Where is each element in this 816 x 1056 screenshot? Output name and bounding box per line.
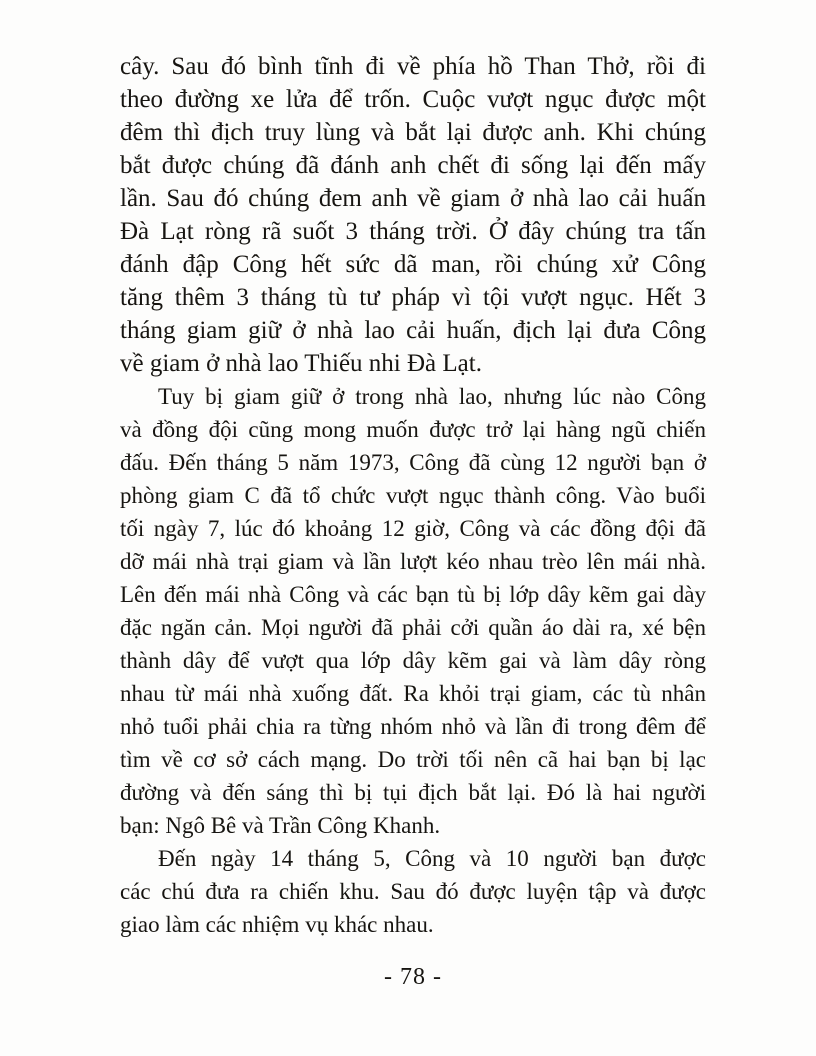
text-line: dỡ mái nhà trại giam và lần lượt kéo nhau trèo lên mái nhà. [120, 549, 706, 574]
text-line: giao làm các nhiệm vụ khác nhau. [120, 912, 434, 937]
text-line: các chú đưa ra chiến khu. Sau đó được luyện tập và được [120, 879, 706, 904]
text-line: Đến ngày 14 tháng 5, Công và 10 người bạn được [158, 846, 706, 871]
text-line: đặc ngăn cản. Mọi người đã phải cởi quần áo dài ra, xé bện [120, 615, 706, 640]
text-line: theo đường xe lửa để trốn. Cuộc vượt ngục được một [120, 86, 706, 113]
text-line: tối ngày 7, lúc đó khoảng 12 giờ, Công và các đồng đội đã [120, 516, 706, 541]
text-line: nhau từ mái nhà xuống đất. Ra khỏi trại giam, các tù nhân [120, 681, 706, 706]
text-line: bạn: Ngô Bê và Trần Công Khanh. [120, 813, 441, 838]
text-line: nhỏ tuổi phải chia ra từng nhóm nhỏ và lần đi trong đêm để [120, 714, 706, 739]
text-line: về giam ở nhà lao Thiếu nhi Đà Lạt. [120, 350, 482, 377]
text-line: đánh đập Công hết sức dã man, rồi chúng xử Công [120, 251, 706, 278]
text-line: và đồng đội cũng mong muốn được trở lại hàng ngũ chiến [120, 417, 706, 442]
text-line: đường và đến sáng thì bị tụi địch bắt lại. Đó là hai người [120, 780, 706, 805]
text-line: lần. Sau đó chúng đem anh về giam ở nhà lao cải huấn [120, 185, 706, 212]
text-line: cây. Sau đó bình tĩnh đi về phía hồ Than Thở, rồi đi [120, 53, 706, 80]
text-line: Lên đến mái nhà Công và các bạn tù bị lớp dây kẽm gai dày [120, 582, 706, 607]
text-line: Tuy bị giam giữ ở trong nhà lao, nhưng lúc nào Công [158, 384, 706, 409]
text-line: tháng giam giữ ở nhà lao cải huấn, địch lại đưa Công [120, 317, 706, 344]
text-line: tìm về cơ sở cách mạng. Do trời tối nên cã hai bạn bị lạc [120, 747, 706, 772]
text-block [120, 50, 706, 941]
text-line: đấu. Đến tháng 5 năm 1973, Công đã cùng 12 người bạn ở [120, 450, 706, 475]
page-number: - 78 - [384, 964, 442, 990]
paragraph [120, 50, 706, 380]
text-line: tăng thêm 3 tháng tù tư pháp vì tội vượt ngục. Hết 3 [120, 284, 706, 311]
text-line: phòng giam C đã tổ chức vượt ngục thành công. Vào buổi [120, 483, 706, 508]
paragraph [120, 842, 706, 941]
paragraph [120, 380, 706, 842]
text-line: thành dây để vượt qua lớp dây kẽm gai và làm dây ròng [120, 648, 706, 673]
text-line: bắt được chúng đã đánh anh chết đi sống lại đến mấy [120, 152, 706, 179]
text-line: đêm thì địch truy lùng và bắt lại được anh. Khi chúng [120, 119, 706, 146]
text-line: Đà Lạt ròng rã suốt 3 tháng trời. Ở đây chúng tra tấn [120, 218, 706, 245]
